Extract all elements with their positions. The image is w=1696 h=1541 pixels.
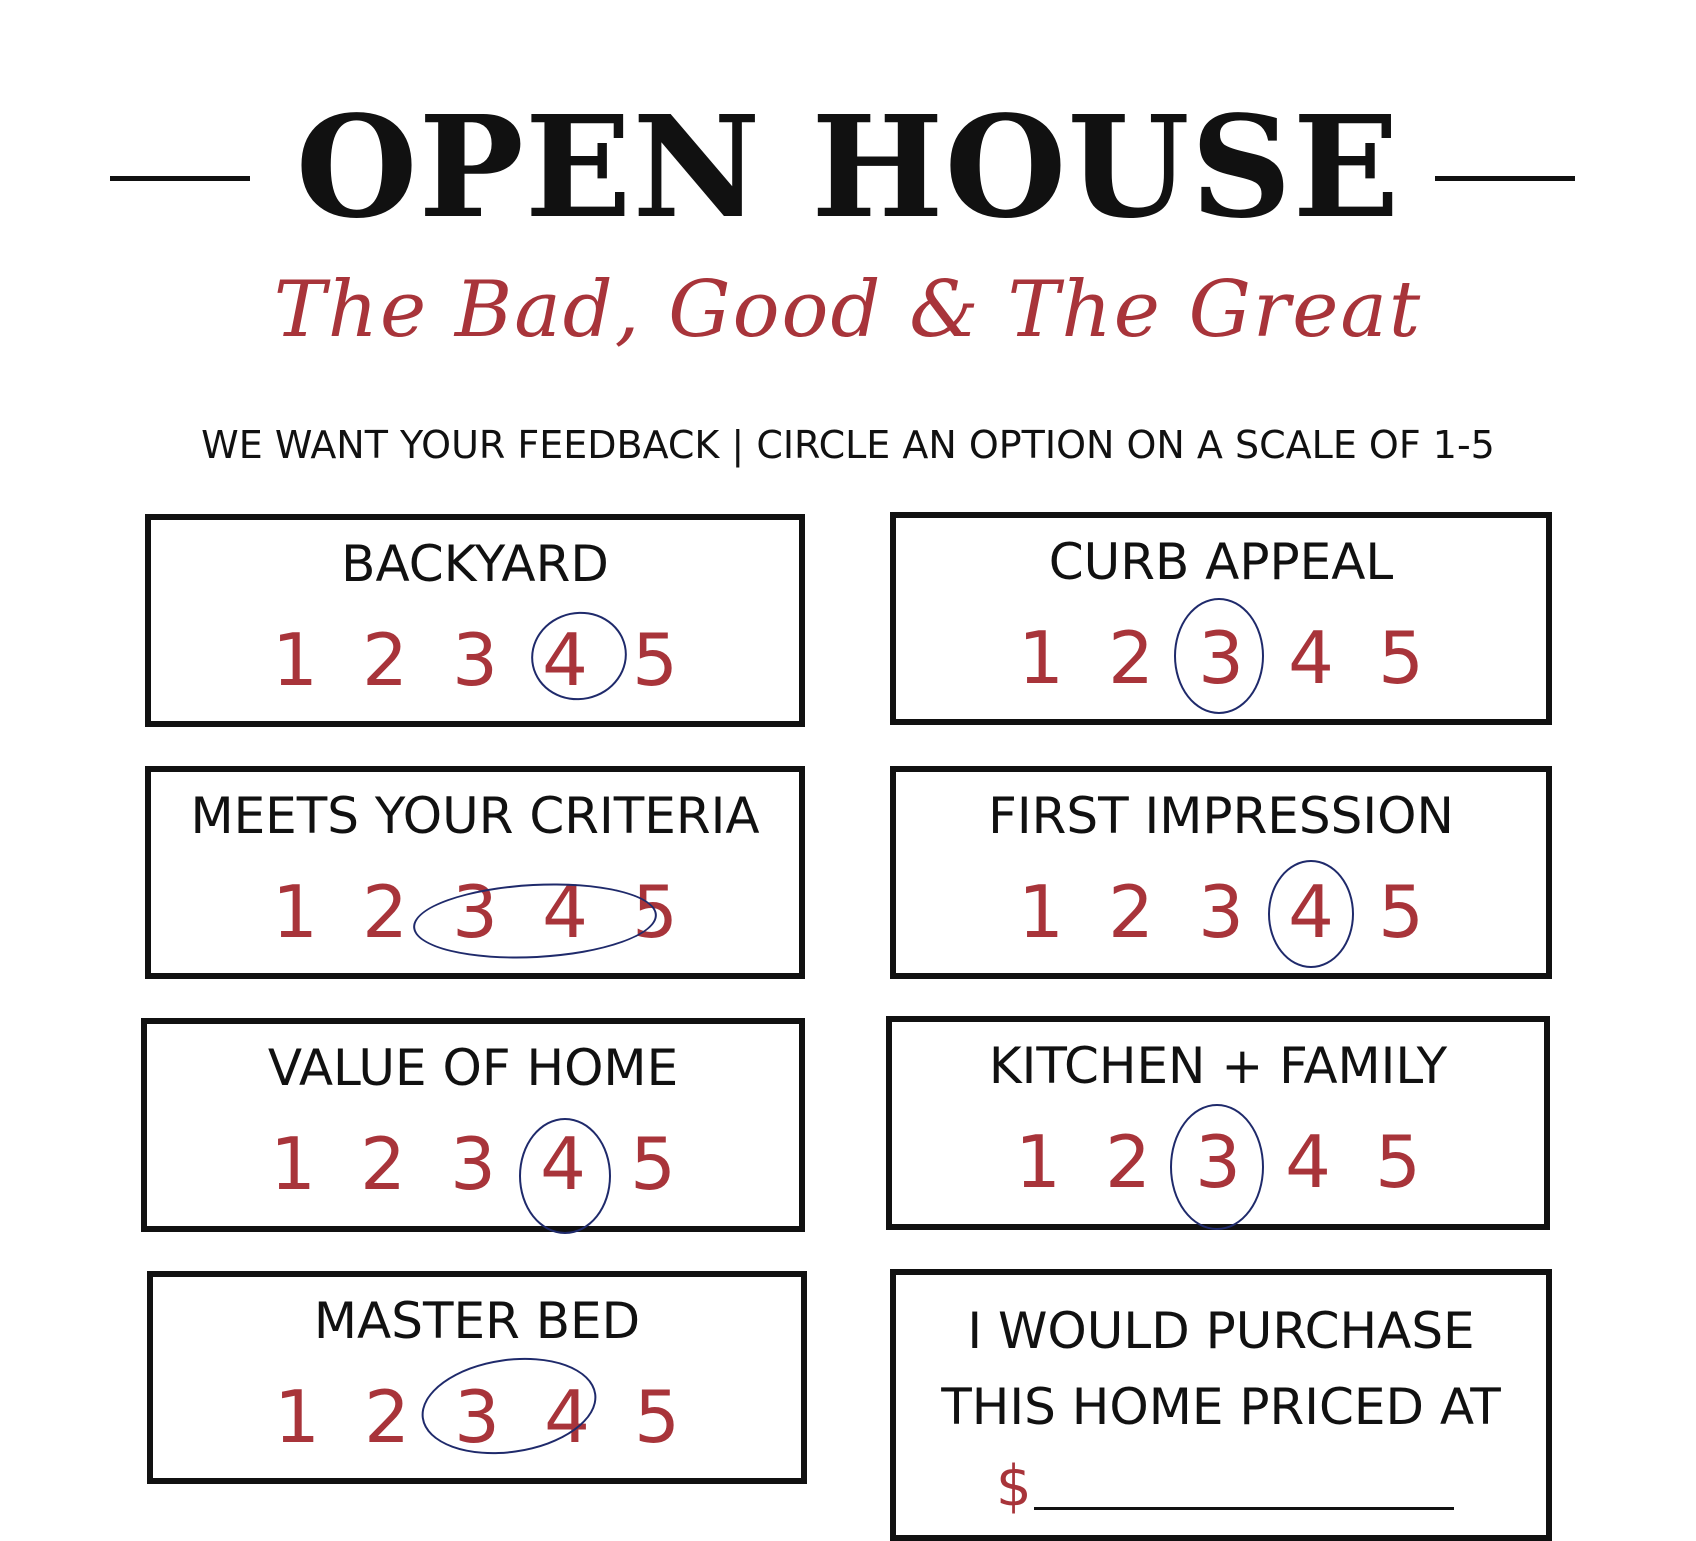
rating-option-5[interactable]: 5 xyxy=(1375,1120,1421,1204)
rating-card-first-impression xyxy=(890,766,1552,979)
page-subtitle: The Bad, Good & The Great xyxy=(273,265,1423,355)
rating-option-1[interactable]: 1 xyxy=(270,1122,316,1206)
price-input-line[interactable] xyxy=(1034,1507,1454,1510)
rating-option-2[interactable]: 2 xyxy=(364,1375,410,1459)
rating-option-2[interactable]: 2 xyxy=(1108,870,1154,954)
rating-label: KITCHEN + FAMILY xyxy=(988,1037,1448,1095)
rating-option-2[interactable]: 2 xyxy=(362,618,408,702)
rating-option-1[interactable]: 1 xyxy=(274,1375,320,1459)
rating-label: MASTER BED xyxy=(313,1292,641,1350)
rating-option-5[interactable]: 5 xyxy=(632,870,678,954)
rating-option-5[interactable]: 5 xyxy=(634,1375,680,1459)
rating-option-5[interactable]: 5 xyxy=(632,618,678,702)
rating-scale xyxy=(892,1117,1544,1207)
rating-card-meets-criteria xyxy=(145,766,805,979)
rating-option-2[interactable]: 2 xyxy=(362,870,408,954)
rating-option-3[interactable]: 3 xyxy=(1195,1120,1241,1204)
instructions-text: WE WANT YOUR FEEDBACK | CIRCLE AN OPTION ON A SCALE OF 1-5 xyxy=(201,423,1495,467)
rating-option-3[interactable]: 3 xyxy=(452,870,498,954)
rating-option-3[interactable]: 3 xyxy=(450,1122,496,1206)
rating-option-3[interactable]: 3 xyxy=(1198,616,1244,700)
rating-option-5[interactable]: 5 xyxy=(630,1122,676,1206)
rating-option-5[interactable]: 5 xyxy=(1378,870,1424,954)
rating-option-4[interactable]: 4 xyxy=(540,1122,586,1206)
rating-option-1[interactable]: 1 xyxy=(272,618,318,702)
rating-scale xyxy=(896,613,1546,703)
rating-option-5[interactable]: 5 xyxy=(1378,616,1424,700)
rating-card-kitchen-family xyxy=(886,1016,1550,1230)
rating-label: VALUE OF HOME xyxy=(267,1039,679,1097)
rating-option-4[interactable]: 4 xyxy=(1285,1120,1331,1204)
rating-option-4[interactable]: 4 xyxy=(544,1375,590,1459)
rating-card-curb-appeal xyxy=(890,512,1552,725)
rating-scale xyxy=(151,867,799,957)
rating-label: BACKYARD xyxy=(341,535,609,593)
rating-label: FIRST IMPRESSION xyxy=(988,787,1454,845)
rating-option-4[interactable]: 4 xyxy=(1288,870,1334,954)
rating-option-1[interactable]: 1 xyxy=(272,870,318,954)
page-title: OPEN HOUSE xyxy=(295,86,1401,250)
rating-option-1[interactable]: 1 xyxy=(1015,1120,1061,1204)
rating-scale xyxy=(153,1372,801,1462)
rating-card-backyard xyxy=(145,514,805,727)
rating-option-2[interactable]: 2 xyxy=(360,1122,406,1206)
rating-scale xyxy=(151,615,799,705)
rating-option-3[interactable]: 3 xyxy=(454,1375,500,1459)
rating-card-master-bed xyxy=(147,1271,807,1484)
rating-option-2[interactable]: 2 xyxy=(1105,1120,1151,1204)
purchase-label-line2: THIS HOME PRICED AT xyxy=(941,1378,1501,1436)
purchase-label-line1: I WOULD PURCHASE xyxy=(967,1302,1475,1360)
rating-option-4[interactable]: 4 xyxy=(542,870,588,954)
rating-option-4[interactable]: 4 xyxy=(542,618,588,702)
rating-option-1[interactable]: 1 xyxy=(1018,616,1064,700)
rating-card-value-of-home xyxy=(141,1018,805,1232)
rating-option-3[interactable]: 3 xyxy=(1198,870,1244,954)
rating-option-4[interactable]: 4 xyxy=(1288,616,1334,700)
purchase-price-card xyxy=(890,1269,1552,1541)
rating-scale xyxy=(147,1119,799,1209)
rating-label: MEETS YOUR CRITERIA xyxy=(190,787,760,845)
rating-label: CURB APPEAL xyxy=(1048,533,1394,591)
rating-option-3[interactable]: 3 xyxy=(452,618,498,702)
rating-option-2[interactable]: 2 xyxy=(1108,616,1154,700)
currency-symbol: $ xyxy=(996,1454,1032,1519)
rating-scale xyxy=(896,867,1546,957)
rating-option-1[interactable]: 1 xyxy=(1018,870,1064,954)
